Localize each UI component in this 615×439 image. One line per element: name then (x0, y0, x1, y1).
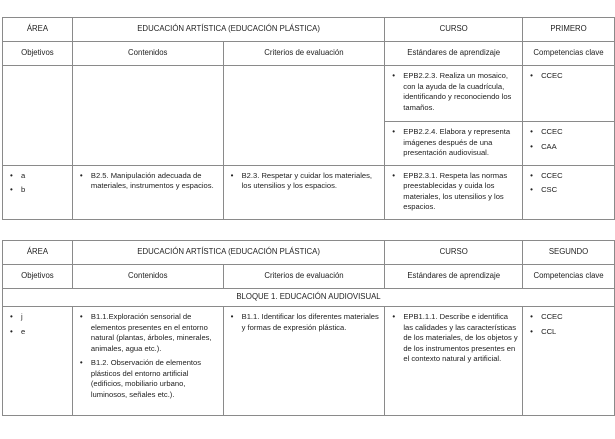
standard-text: • EPB2.3.1. Respeta las normas preestablecidas y cuida los materiales, los utensilios y los espacios. (403, 171, 518, 213)
standard-text: • EPB2.2.3. Realiza un mosaico, con la ayuda de la cuadrícula, identificando y reconociendo los tamaños. (403, 71, 518, 113)
competence-code: • CCEC (541, 312, 610, 323)
standard-text: • EPB1.1.1. Describe e identifica las calidades y las características de los materiales, de los objetos y de los instrumentos presentes en el contexto natural y artificial. (403, 312, 518, 365)
column-header-row (3, 265, 615, 289)
criterion-text: • B1.1. Identificar los diferentes materiales y formas de expresión plástica. (242, 312, 381, 333)
criteria-cell (223, 307, 385, 416)
criteria-header: Criterios de evaluación (223, 42, 385, 66)
criteria-cell (223, 165, 385, 219)
competences-cell (523, 66, 615, 166)
competence-code: • CCEC (541, 171, 610, 182)
content-text: • B1.1.Exploración sensorial de elementos presentes en el entorno natural (plantas, árboles, minerales, animales, agua etc.). (91, 312, 219, 354)
competence-code: • CCL (541, 327, 610, 338)
course-label: CURSO (385, 241, 523, 265)
subject-title: EDUCACIÓN ARTÍSTICA (EDUCACIÓN PLÁSTICA) (72, 241, 384, 265)
block-title: BLOQUE 1. EDUCACIÓN AUDIOVISUAL (3, 289, 615, 307)
column-header-row (3, 42, 615, 66)
criteria-header: Criterios de evaluación (223, 265, 385, 289)
competence-code: • CCEC (541, 127, 610, 138)
standards-header: Estándares de aprendizaje (385, 265, 523, 289)
content-text: • B2.5. Manipulación adecuada de materiales, instrumentos y espacios. (91, 171, 219, 192)
table-row (3, 165, 615, 219)
standards-cell (385, 165, 523, 219)
objectives-header: Objetivos (3, 42, 73, 66)
area-label: ÁREA (3, 241, 73, 265)
title-row (3, 241, 615, 265)
competence-code: • CCEC (541, 71, 610, 82)
contents-cell (72, 165, 223, 219)
objective-code: • j (21, 312, 68, 323)
objectives-header: Objetivos (3, 265, 73, 289)
curriculum-table-primero (2, 17, 615, 220)
subject-title: EDUCACIÓN ARTÍSTICA (EDUCACIÓN PLÁSTICA) (72, 18, 384, 42)
course-level: SEGUNDO (523, 241, 615, 265)
title-row (3, 18, 615, 42)
competences-cell (523, 165, 615, 219)
standards-cell (385, 66, 523, 166)
competences-cell (523, 307, 615, 416)
contents-cell (72, 66, 223, 166)
contents-header: Contenidos (72, 265, 223, 289)
course-level: PRIMERO (523, 18, 615, 42)
objectives-cell (3, 66, 73, 166)
objectives-cell (3, 165, 73, 219)
table-row (3, 66, 615, 166)
objective-code: • e (21, 327, 68, 338)
area-label: ÁREA (3, 18, 73, 42)
criteria-cell (223, 66, 385, 166)
competences-header: Competencias clave (523, 42, 615, 66)
contents-cell (72, 307, 223, 416)
competence-code: • CAA (541, 142, 610, 153)
contents-header: Contenidos (72, 42, 223, 66)
objective-code: • b (21, 185, 68, 196)
objective-code: • a (21, 171, 68, 182)
table-row (3, 307, 615, 416)
curriculum-table-segundo (2, 240, 615, 416)
standard-text: • EPB2.2.4. Elabora y representa imágenes después de una presentación audiovisual. (403, 127, 518, 159)
criterion-text: • B2.3. Respetar y cuidar los materiales, los utensilios y los espacios. (242, 171, 381, 192)
competence-code: • CSC (541, 185, 610, 196)
standards-header: Estándares de aprendizaje (385, 42, 523, 66)
content-text: • B1.2. Observación de elementos plásticos del entorno artificial (edificios, mobiliario urbano, luminosos, señales etc.). (91, 358, 219, 400)
competences-header: Competencias clave (523, 265, 615, 289)
block-row (3, 289, 615, 307)
objectives-cell (3, 307, 73, 416)
standards-cell (385, 307, 523, 416)
course-label: CURSO (385, 18, 523, 42)
